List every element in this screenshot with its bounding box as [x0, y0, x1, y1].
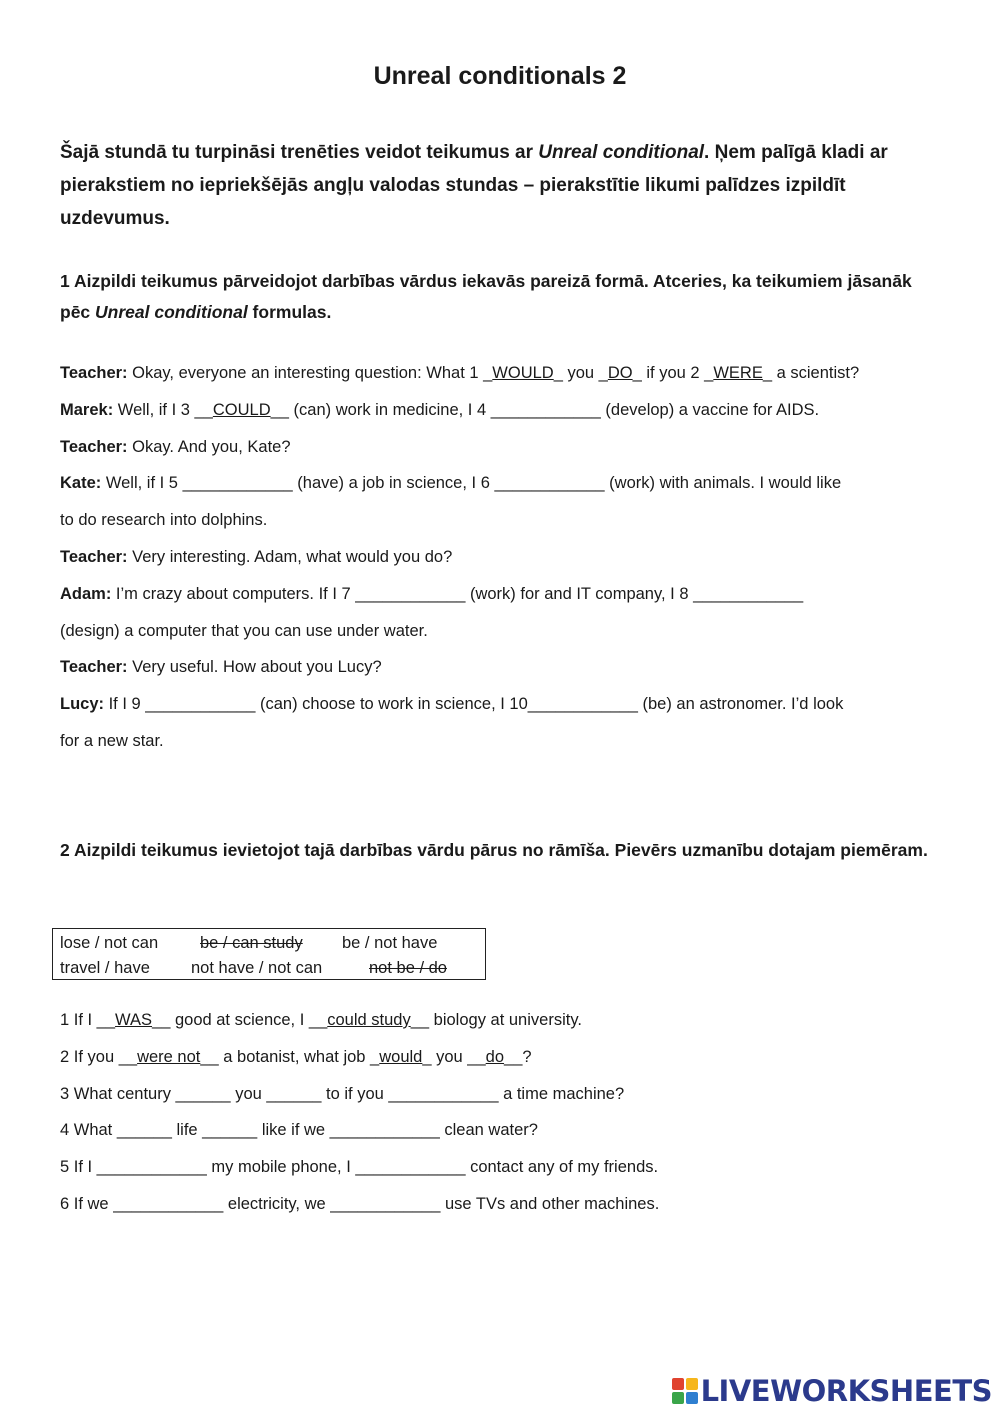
liveworksheets-logo: [672, 1373, 992, 1409]
exercise-item: 5 If I ____________ my mobile phone, I ____________ contact any of my friends.: [60, 1158, 659, 1177]
answer-blank[interactable]: were not: [137, 1047, 201, 1066]
word-pair: lose / not can: [60, 934, 159, 952]
answer-blank[interactable]: would: [379, 1047, 423, 1066]
word-pair: not have / not can: [191, 959, 323, 977]
word-box: [52, 928, 486, 980]
logo-tiles-icon: [672, 1378, 698, 1404]
word-pair-used: be / can study: [200, 934, 303, 952]
answer-blank[interactable]: COULD: [212, 400, 271, 419]
task1-dialogue: [60, 355, 950, 760]
exercise-item: 4 What ______ life ______ like if we ____________ clean water?: [60, 1121, 538, 1140]
dialogue-line: (design) a computer that you can use under water.: [60, 621, 428, 640]
answer-blank[interactable]: DO: [607, 364, 633, 382]
logo-text: LIVEWORKSHEETS: [700, 1374, 992, 1408]
intro-paragraph: Šajā stundā tu turpināsi trenēties veidot teikumus ar Unreal conditional. Ņem palīgā kladi ar pierakstiem no iepriekšējās angļu valodas stundas – pierakstītie likumi palīdzes izpildīt uzdevumus.: [60, 142, 888, 229]
dialogue-line: to do research into dolphins.: [60, 511, 268, 530]
task2-heading: 2 Aizpildi teikumus ievietojot tajā darbības vārdu pārus no rāmīša. Pievērs uzmanību dotajam piemēram.: [60, 840, 928, 860]
dialogue-line: Teacher: Very interesting. Adam, what would you do?: [60, 547, 453, 566]
exercise-item: 3 What century ______ you ______ to if you ____________ a time machine?: [60, 1084, 625, 1103]
exercise-item: 6 If we ____________ electricity, we ____________ use TVs and other machines.: [60, 1194, 660, 1213]
word-pair-used: not be / do: [369, 959, 447, 977]
dialogue-line: for a new star.: [60, 731, 164, 750]
dialogue-line: Teacher: Very useful. How about you Lucy?: [60, 658, 382, 677]
dialogue-line: Kate: Well, if I 5 ____________ (have) a job in science, I 6 ____________ (work) with animals. I would like: [60, 474, 842, 493]
answer-blank[interactable]: do: [485, 1047, 505, 1066]
word-pair: be / not have: [342, 934, 438, 952]
dialogue-line: Teacher: Okay, everyone an interesting question: What 1 _WOULD_ you _DO_ if you 2 _WERE_ a scientist?: [60, 364, 860, 382]
task1-heading: 1 Aizpildi teikumus pārveidojot darbības vārdus iekavās pareizā formā. Atceries, ka teikumiem jāsanāk pēc Unreal conditional formulas.: [60, 271, 912, 322]
answer-blank[interactable]: WOULD: [492, 364, 554, 382]
dialogue-line: Lucy: If I 9 ____________ (can) choose to work in science, I 10____________ (be) an astronomer. I’d look: [60, 695, 844, 714]
task2-exercise: [60, 1002, 950, 1223]
dialogue-line: Adam: I’m crazy about computers. If I 7 ____________ (work) for and IT company, I 8 ____________: [60, 584, 804, 603]
answer-blank[interactable]: WERE: [713, 364, 763, 382]
answer-blank[interactable]: WAS: [115, 1011, 153, 1029]
exercise-item: 1 If I __WAS__ good at science, I __could study__ biology at university.: [60, 1011, 582, 1029]
dialogue-line: Teacher: Okay. And you, Kate?: [60, 437, 291, 456]
exercise-item: 2 If you __were not__ a botanist, what job _would_ you __do__?: [60, 1047, 532, 1066]
answer-blank[interactable]: could study: [327, 1011, 411, 1029]
page-title: Unreal conditionals 2: [373, 62, 627, 90]
dialogue-line: Marek: Well, if I 3 __COULD__ (can) work in medicine, I 4 ____________ (develop) a vaccine for AIDS.: [60, 400, 820, 419]
word-pair: travel / have: [60, 959, 150, 977]
